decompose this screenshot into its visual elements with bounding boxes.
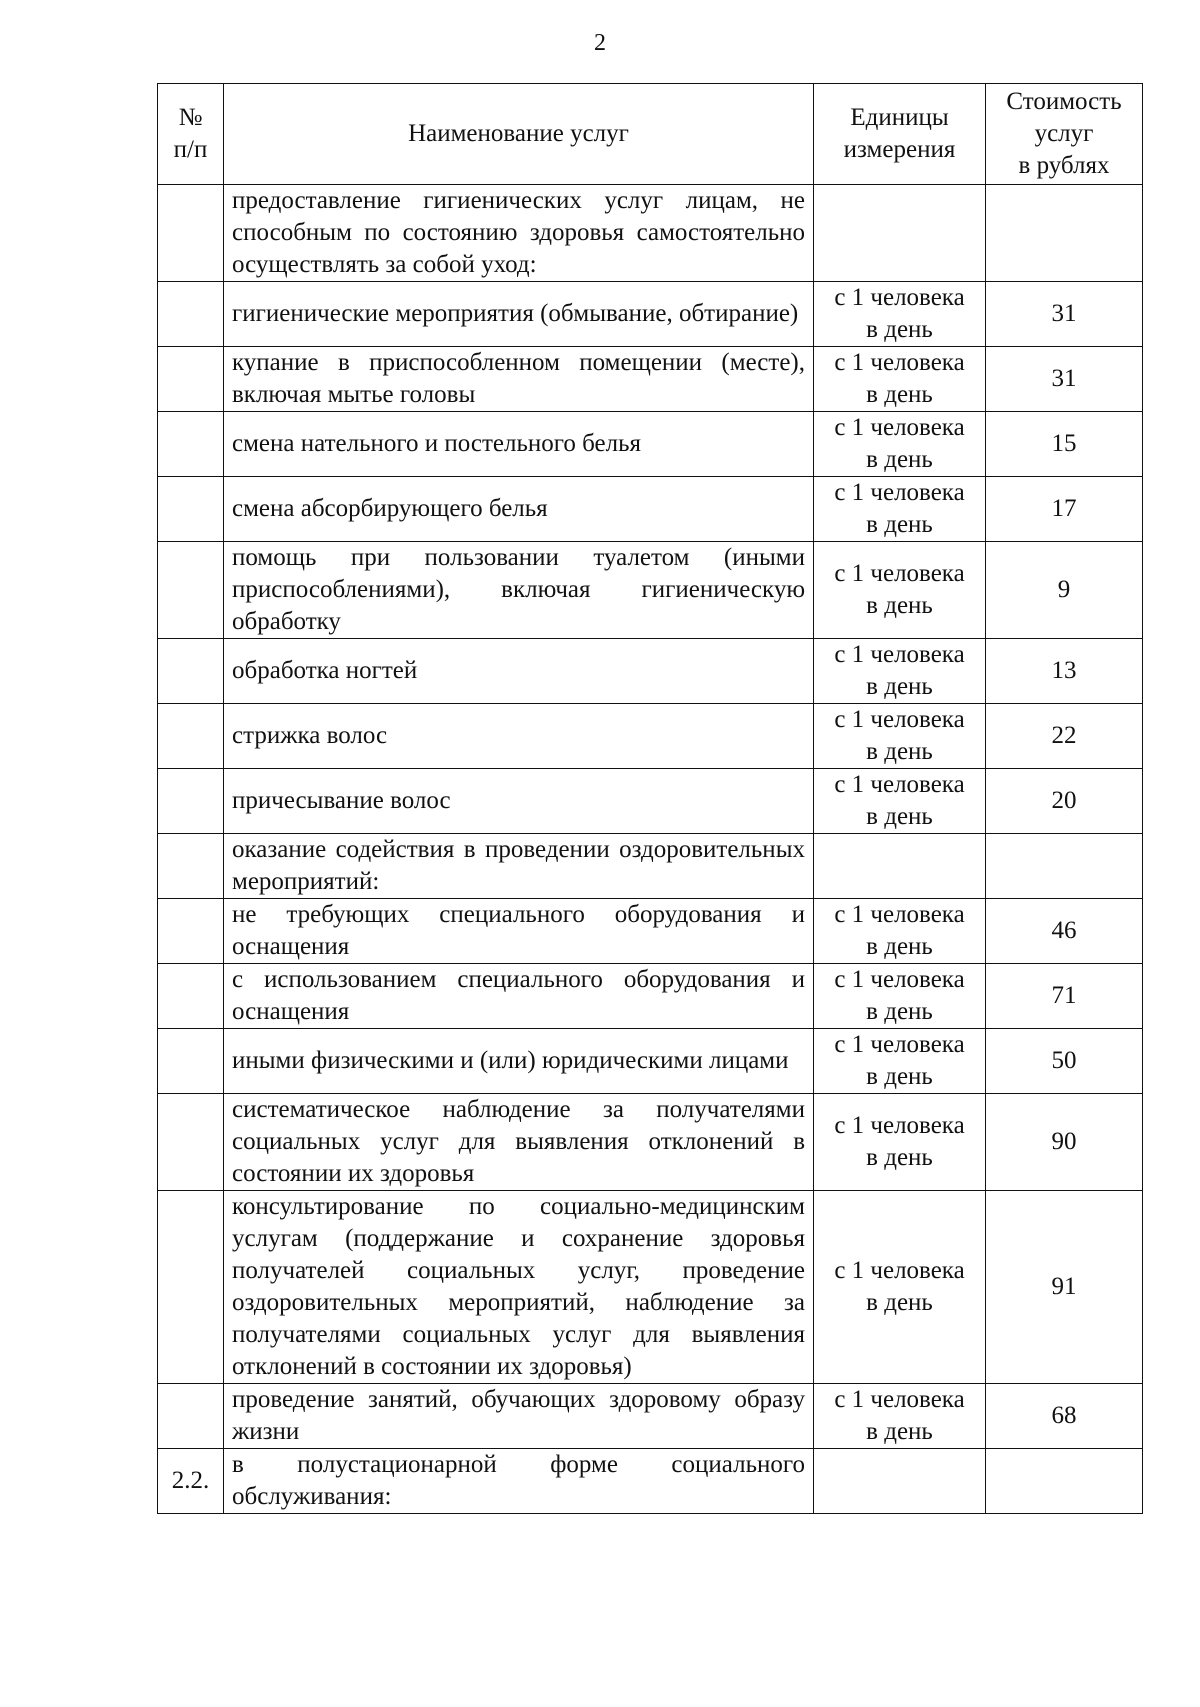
table-row: [158, 964, 1143, 1029]
table-row: [158, 477, 1143, 542]
row-number: [158, 899, 224, 964]
row-number: [158, 639, 224, 704]
table-row: [158, 769, 1143, 834]
unit-of-measure: с 1 человека в день: [814, 964, 986, 1029]
unit-of-measure: с 1 человека в день: [814, 639, 986, 704]
service-price: [986, 834, 1143, 899]
service-price: 50: [986, 1029, 1143, 1094]
service-name: оказание содействия в проведении оздоровительных мероприятий:: [224, 834, 814, 899]
row-number: [158, 185, 224, 282]
header-service-name: Наименование услуг: [224, 84, 814, 185]
service-price: 13: [986, 639, 1143, 704]
unit-of-measure: с 1 человека в день: [814, 477, 986, 542]
table-row: [158, 1029, 1143, 1094]
unit-of-measure: с 1 человека в день: [814, 899, 986, 964]
row-number: [158, 347, 224, 412]
header-price: Стоимость услуг в рублях: [986, 84, 1143, 185]
unit-of-measure: с 1 человека в день: [814, 704, 986, 769]
row-number: [158, 1384, 224, 1449]
row-number: [158, 412, 224, 477]
service-price: 15: [986, 412, 1143, 477]
service-name: смена нательного и постельного белья: [224, 412, 814, 477]
table-row: [158, 1384, 1143, 1449]
unit-of-measure: с 1 человека в день: [814, 1384, 986, 1449]
header-unit: Единицы измерения: [814, 84, 986, 185]
unit-of-measure: [814, 834, 986, 899]
row-number: [158, 1094, 224, 1191]
unit-of-measure: с 1 человека в день: [814, 542, 986, 639]
service-price: 22: [986, 704, 1143, 769]
service-name: с использованием специального оборудования и оснащения: [224, 964, 814, 1029]
service-price: 90: [986, 1094, 1143, 1191]
service-name: стрижка волос: [224, 704, 814, 769]
unit-of-measure: с 1 человека в день: [814, 1029, 986, 1094]
table-row: [158, 639, 1143, 704]
table-row: [158, 347, 1143, 412]
row-number: [158, 477, 224, 542]
service-name: гигиенические мероприятия (обмывание, обтирание): [224, 282, 814, 347]
service-name: иными физическими и (или) юридическими лицами: [224, 1029, 814, 1094]
service-price: 31: [986, 282, 1143, 347]
service-name: не требующих специального оборудования и оснащения: [224, 899, 814, 964]
table-row: [158, 834, 1143, 899]
service-name: проведение занятий, обучающих здоровому образу жизни: [224, 1384, 814, 1449]
service-price: 20: [986, 769, 1143, 834]
unit-of-measure: с 1 человека в день: [814, 1094, 986, 1191]
service-price: 17: [986, 477, 1143, 542]
row-number: 2.2.: [158, 1449, 224, 1514]
service-price: 31: [986, 347, 1143, 412]
unit-of-measure: с 1 человека в день: [814, 282, 986, 347]
service-price: [986, 1449, 1143, 1514]
service-price: [986, 185, 1143, 282]
table-body: [158, 185, 1143, 1514]
service-name: консультирование по социально-медицинским услугам (поддержание и сохранение здоровья получателей социальных услуг, проведение оздоровительных мероприятий, наблюдение за получателями социальных услуг для выявления отклонений в состоянии их здоровья): [224, 1191, 814, 1384]
table-row: [158, 704, 1143, 769]
services-price-table: [157, 83, 1143, 1514]
unit-of-measure: [814, 1449, 986, 1514]
service-name: причесывание волос: [224, 769, 814, 834]
page-number: 2: [594, 30, 606, 56]
table-row: [158, 1094, 1143, 1191]
service-price: 71: [986, 964, 1143, 1029]
service-price: 91: [986, 1191, 1143, 1384]
service-price: 68: [986, 1384, 1143, 1449]
row-number: [158, 769, 224, 834]
unit-of-measure: с 1 человека в день: [814, 412, 986, 477]
service-name: смена абсорбирующего белья: [224, 477, 814, 542]
table-row: [158, 1449, 1143, 1514]
table-row: [158, 1191, 1143, 1384]
service-name: систематическое наблюдение за получателями социальных услуг для выявления отклонений в состоянии их здоровья: [224, 1094, 814, 1191]
header-number: № п/п: [158, 84, 224, 185]
row-number: [158, 282, 224, 347]
row-number: [158, 964, 224, 1029]
service-price: 46: [986, 899, 1143, 964]
unit-of-measure: [814, 185, 986, 282]
table-row: [158, 185, 1143, 282]
table-row: [158, 412, 1143, 477]
service-name: в полустационарной форме социального обслуживания:: [224, 1449, 814, 1514]
row-number: [158, 542, 224, 639]
service-name: помощь при пользовании туалетом (иными приспособлениями), включая гигиеническую обработку: [224, 542, 814, 639]
table-row: [158, 542, 1143, 639]
row-number: [158, 1191, 224, 1384]
service-name: купание в приспособленном помещении (месте), включая мытье головы: [224, 347, 814, 412]
row-number: [158, 704, 224, 769]
table-header-row: [158, 84, 1143, 185]
service-name: обработка ногтей: [224, 639, 814, 704]
unit-of-measure: с 1 человека в день: [814, 1191, 986, 1384]
table-row: [158, 282, 1143, 347]
row-number: [158, 834, 224, 899]
unit-of-measure: с 1 человека в день: [814, 769, 986, 834]
row-number: [158, 1029, 224, 1094]
unit-of-measure: с 1 человека в день: [814, 347, 986, 412]
service-name: предоставление гигиенических услуг лицам, не способным по состоянию здоровья самостоятельно осуществлять за собой уход:: [224, 185, 814, 282]
service-price: 9: [986, 542, 1143, 639]
table-row: [158, 899, 1143, 964]
